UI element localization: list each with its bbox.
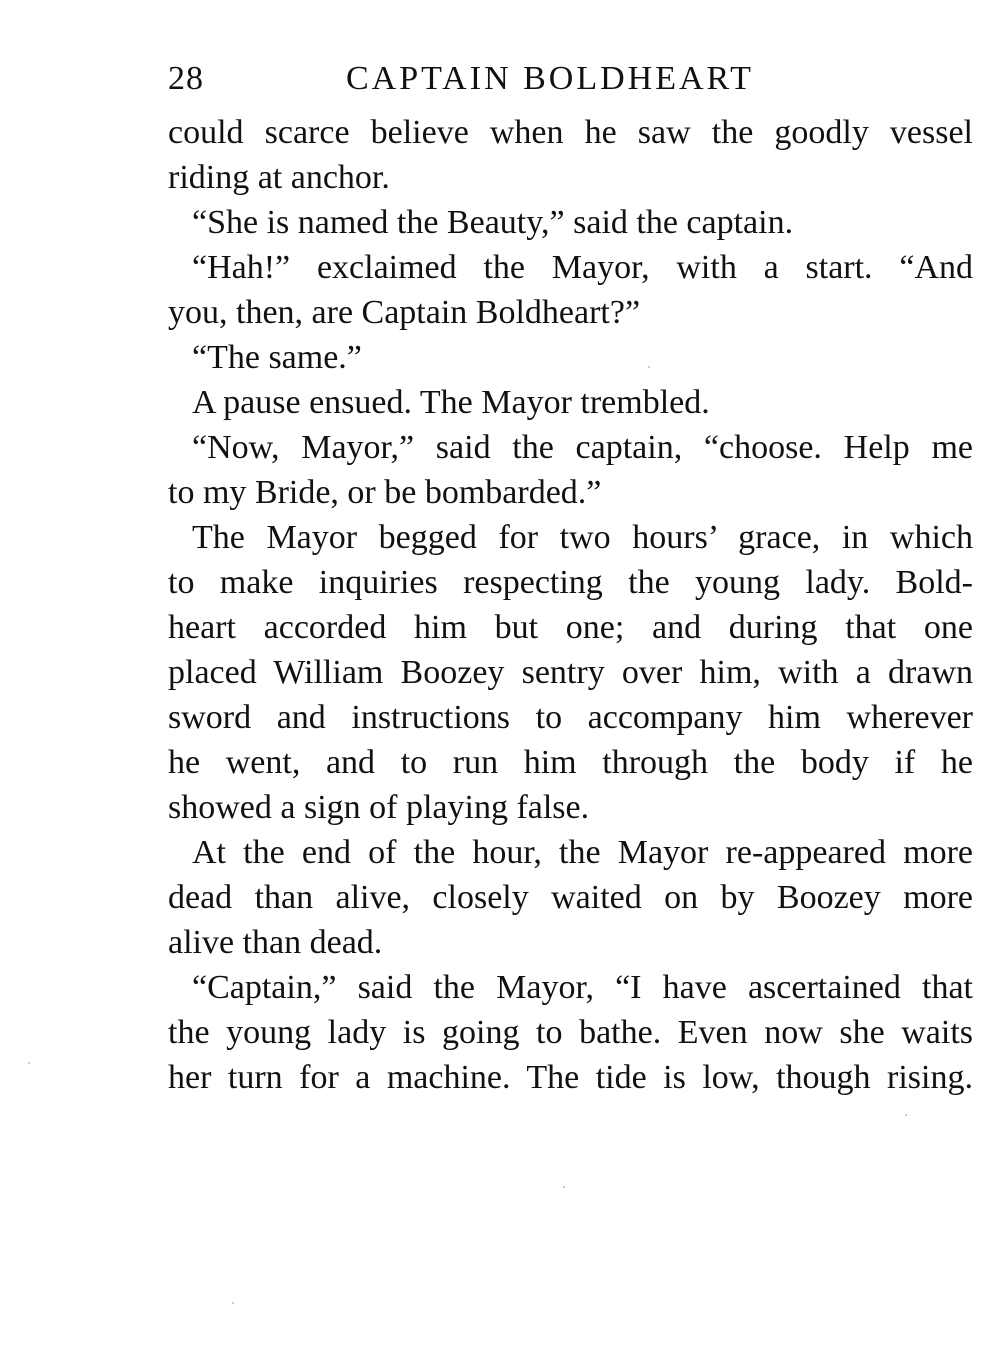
- text-line: to my Bride, or be bombarded.”: [168, 474, 602, 511]
- text-line: sword and instructions to accompany him wherever: [168, 699, 973, 736]
- body-text: [168, 110, 973, 1100]
- text-line: placed William Boozey sentry over him, with a drawn: [168, 654, 973, 691]
- text-line: could scarce believe when he saw the goodly vessel: [168, 114, 973, 151]
- text-line: “She is named the Beauty,” said the captain.: [192, 204, 794, 241]
- text-line: “Hah!” exclaimed the Mayor, with a start. “And: [192, 249, 973, 286]
- running-head: [168, 60, 973, 110]
- text-line: showed a sign of playing false.: [168, 789, 590, 826]
- text-line: he went, and to run him through the body if he: [168, 744, 973, 781]
- scan-speck: [648, 366, 650, 368]
- scan-speck: [563, 1186, 565, 1188]
- text-line: “The same.”: [192, 339, 362, 376]
- text-line: A pause ensued. The Mayor trembled.: [192, 384, 710, 421]
- text-line: to make inquiries respecting the young lady. Bold-: [168, 564, 973, 601]
- page-number: 28: [168, 60, 204, 97]
- running-title: CAPTAIN BOLDHEART: [346, 60, 754, 97]
- scan-speck: [28, 1062, 30, 1064]
- text-line: alive than dead.: [168, 924, 383, 961]
- text-line: dead than alive, closely waited on by Boozey more: [168, 879, 973, 916]
- text-line: At the end of the hour, the Mayor re-appeared more: [192, 834, 973, 871]
- text-line: heart accorded him but one; and during that one: [168, 609, 973, 646]
- text-line: The Mayor begged for two hours’ grace, in which: [192, 519, 973, 556]
- text-line: you, then, are Captain Boldheart?”: [168, 294, 641, 331]
- text-line: the young lady is going to bathe. Even now she waits: [168, 1014, 973, 1051]
- text-line: riding at anchor.: [168, 159, 390, 196]
- text-line: “Captain,” said the Mayor, “I have ascertained that: [192, 969, 973, 1006]
- scan-speck: [232, 1302, 234, 1304]
- text-line: “Now, Mayor,” said the captain, “choose. Help me: [192, 429, 973, 466]
- text-line: her turn for a machine. The tide is low, though rising.: [168, 1059, 973, 1096]
- scan-speck: [905, 1114, 907, 1116]
